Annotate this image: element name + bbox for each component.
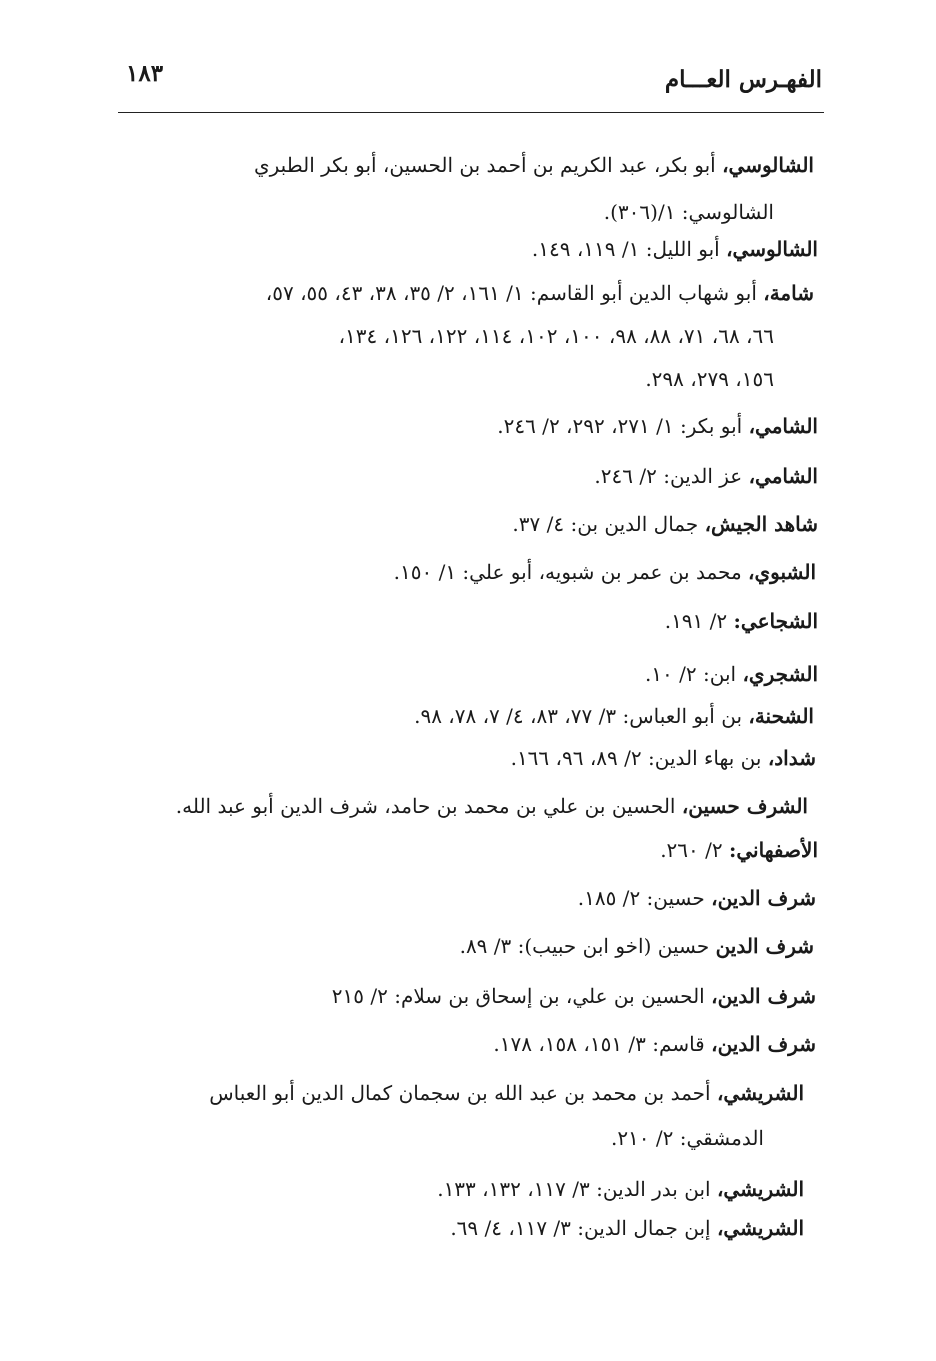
entry-text: الشالوسي: ١/(٣٠٦). [603, 200, 774, 224]
entry-text: جمال الدين بن: ٤/ ٣٧. [512, 512, 705, 536]
index-line [450, 1214, 804, 1242]
index-line [460, 932, 814, 960]
entry-name: شاهد الجيش، [704, 512, 818, 536]
entry-name: شرف الدين، [711, 1032, 816, 1056]
entry-text: حسين: ٢/ ١٨٥. [577, 886, 712, 910]
entry-text: قاسم: ٣/ ١٥١، ١٥٨، ١٧٨. [493, 1032, 712, 1056]
index-line [645, 365, 774, 393]
index-line [266, 279, 814, 307]
entry-text: ٢/ ١٩١. [664, 609, 734, 633]
entry-text: محمد بن عمر بن شبويه، أبو علي: ١/ ١٥٠. [393, 560, 749, 584]
entry-name: الشرف حسين، [681, 794, 808, 818]
entry-name: الشامي، [748, 414, 818, 438]
page-header [118, 52, 824, 113]
entry-text: ابن بدر الدين: ٣/ ١١٧، ١٣٢، ١٣٣. [437, 1177, 717, 1201]
entry-text: الحسين بن علي، بن إسحاق بن سلام: ٢/ ٢١٥ [331, 984, 712, 1008]
entry-text: أبو بكر، عبد الكريم بن أحمد بن الحسين، أبو بكر الطبري [253, 153, 723, 177]
index-line [437, 1175, 804, 1203]
entry-text: الدمشقي: ٢/ ٢١٠. [610, 1126, 764, 1150]
entry-name: الشجري، [742, 662, 818, 686]
entry-text: حسين (اخو ابن حبيب): ٣/ ٨٩. [459, 934, 716, 958]
entry-name: الشالوسي، [722, 153, 814, 177]
entry-name: الشجاعي: [733, 609, 818, 633]
entry-name: الشالوسي، [726, 237, 818, 261]
index-line [339, 322, 774, 350]
index-line [209, 1079, 804, 1107]
index-line [645, 660, 818, 688]
entry-text: ٦٦، ٦٨، ٧١، ٨٨، ٩٨، ١٠٠، ١٠٢، ١١٤، ١٢٢، ١٢٦، ١٣٤، [338, 324, 774, 348]
entry-text: ٢/ ٢٦٠. [660, 838, 729, 862]
entry-name: شرف الدين، [711, 984, 816, 1008]
index-line [660, 836, 818, 864]
index-line [512, 510, 818, 538]
entry-text: بن بهاء الدين: ٢/ ٨٩، ٩٦، ١٦٦. [510, 746, 768, 770]
index-line [176, 792, 808, 820]
entry-text: إبن جمال الدين: ٣/ ١١٧، ٤/ ٦٩. [450, 1216, 717, 1240]
entry-name: الشريشي، [716, 1081, 804, 1105]
index-line [532, 235, 818, 263]
index-line [332, 982, 816, 1010]
page-number: ١٨٣ [126, 60, 164, 87]
entry-text: أبو بكر: ١/ ٢٧١، ٢٩٢، ٢/ ٢٤٦. [497, 414, 749, 438]
entry-text: ابن: ٢/ ١٠. [644, 662, 743, 686]
index-line [493, 1030, 816, 1058]
entry-name: شرف الدين [715, 934, 814, 958]
entry-text: الحسين بن علي بن محمد بن حامد، شرف الدين أبو عبد الله. [175, 794, 682, 818]
entry-name: الشبوي، [748, 560, 816, 584]
entry-text: عز الدين: ٢/ ٢٤٦. [594, 464, 749, 488]
entry-name: الشريشي، [716, 1216, 804, 1240]
index-line [665, 607, 818, 635]
entry-name: شامة، [763, 281, 814, 305]
index-line [254, 151, 814, 179]
entry-name: شداد، [767, 746, 816, 770]
index-line [578, 884, 816, 912]
index-line [414, 702, 814, 730]
index-line [611, 1124, 764, 1152]
index-line [497, 412, 818, 440]
entry-text: ١٥٦، ٢٧٩، ٢٩٨. [645, 367, 774, 391]
entry-text: بن أبو العباس: ٣/ ٧٧، ٨٣، ٤/ ٧، ٧٨، ٩٨. [414, 704, 749, 728]
index-line [604, 198, 774, 226]
entry-text: أبو الليل: ١/ ١١٩، ١٤٩. [531, 237, 727, 261]
header-title: الفهـرس العـــام [664, 66, 822, 93]
entry-name: شرف الدين، [711, 886, 816, 910]
index-line [511, 744, 816, 772]
entry-name: الشامي، [748, 464, 818, 488]
entry-name: الأصفهاني: [729, 838, 818, 862]
entry-name: الشريشي، [716, 1177, 804, 1201]
index-line [594, 462, 818, 490]
entry-name: الشحنة، [748, 704, 814, 728]
entry-text: أحمد بن محمد بن عبد الله بن سجمان كمال الدين أبو العباس [209, 1081, 717, 1105]
entry-text: أبو شهاب الدين أبو القاسم: ١/ ١٦١، ٢/ ٣٥، ٣٨، ٤٣، ٥٥، ٥٧، [265, 281, 764, 305]
index-line [394, 558, 816, 586]
